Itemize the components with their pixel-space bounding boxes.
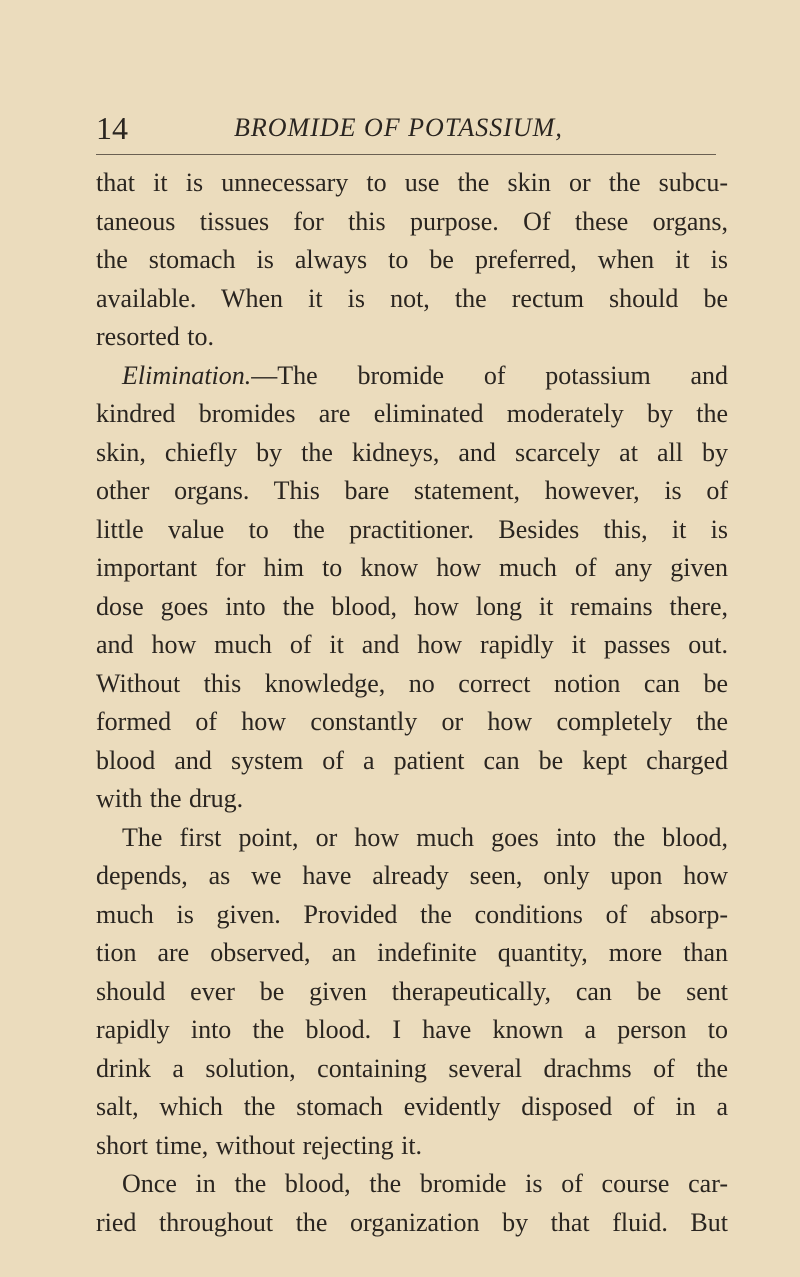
page-number: 14 (96, 110, 128, 146)
body-text (96, 164, 728, 1242)
text-line (96, 357, 728, 396)
text-line: the stomach is always to be preferred, when it is (96, 245, 728, 274)
text-line: ried throughout the organization by that fluid. But (96, 1207, 728, 1237)
text-line: and how much of it and how rapidly it passes out. (96, 630, 728, 659)
text-line: The first point, or how much goes into the blood, (122, 822, 728, 852)
text-line: formed of how constantly or how completely the (96, 707, 728, 736)
text-line: short time, without rejecting it. (96, 1130, 423, 1160)
text-line: important for him to know how much of any given (96, 553, 728, 582)
text-line: drink a solution, containing several drachms of the (96, 1053, 728, 1083)
text-line: tion are observed, an indefinite quantity, more than (96, 938, 728, 967)
text-line: available. When it is not, the rectum should be (96, 283, 728, 313)
text-line: with the drug. (96, 784, 244, 813)
section-heading: Elimination. (122, 360, 252, 390)
text-line: blood and system of a patient can be kept charged (96, 745, 728, 775)
text-line: dose goes into the blood, how long it remains there, (96, 591, 728, 621)
text-line: should ever be given therapeutically, can be sent (96, 976, 728, 1006)
text-line: little value to the practitioner. Besides this, it is (96, 514, 728, 544)
section-heading-continuation: —The bromide of potassium and (251, 360, 728, 390)
text-line: Without this knowledge, no correct notion can be (96, 668, 728, 698)
text-line: other organs. This bare statement, however, is of (96, 476, 728, 505)
running-head (96, 110, 716, 146)
text-line: Once in the blood, the bromide is of course car- (122, 1169, 728, 1198)
running-title: BROMIDE OF POTASSIUM, (234, 113, 563, 142)
text-line: resorted to. (96, 322, 214, 351)
header-rule (96, 154, 716, 155)
text-line: rapidly into the blood. I have known a person to (96, 1015, 728, 1044)
text-line: salt, which the stomach evidently disposed of in a (96, 1092, 728, 1121)
text-line: kindred bromides are eliminated moderately by the (96, 399, 728, 428)
text-line: taneous tissues for this purpose. Of these organs, (96, 206, 728, 236)
text-line: depends, as we have already seen, only upon how (96, 861, 728, 890)
text-line: skin, chiefly by the kidneys, and scarcely at all by (96, 437, 728, 467)
text-line: that it is unnecessary to use the skin or the subcu- (96, 168, 728, 197)
text-line: much is given. Provided the conditions of absorp- (96, 899, 728, 929)
